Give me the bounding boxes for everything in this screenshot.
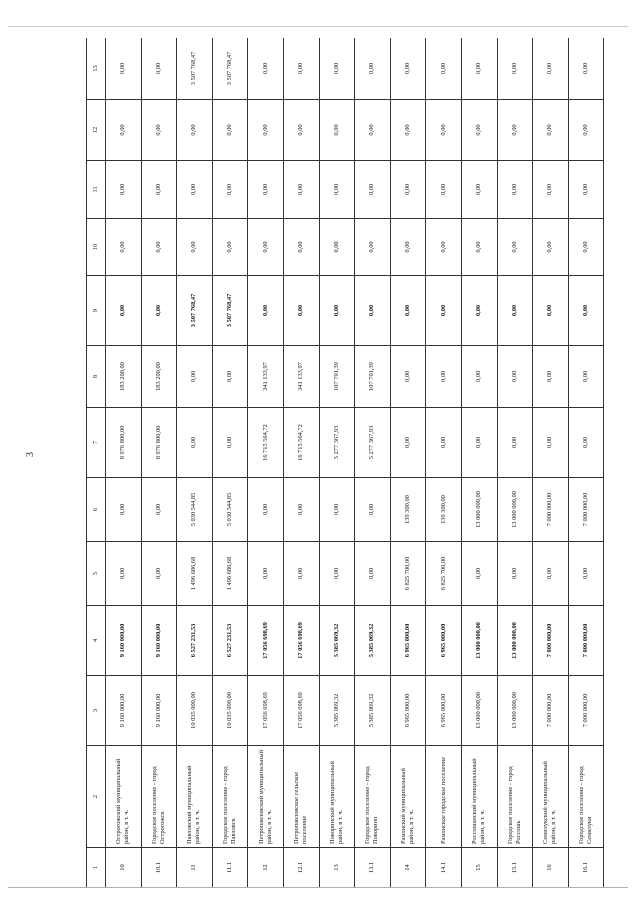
value-cell: 0,00	[426, 161, 462, 219]
value-cell: 0,00	[390, 276, 426, 346]
table-body	[87, 38, 604, 888]
value-cell: 0,00	[426, 38, 462, 100]
column-number-cell: 6	[87, 478, 106, 542]
value-cell: 0,00	[497, 161, 533, 219]
row-code-cell: 10	[106, 848, 142, 888]
value-cell: 0,00	[426, 346, 462, 408]
page-number: 3	[25, 452, 36, 457]
value-cell: 0,00	[533, 408, 569, 478]
value-cell: 0,00	[461, 542, 497, 606]
row-name-cell: Россошанский муниципальный район, в т. ч.	[461, 746, 497, 848]
data-table	[86, 38, 604, 888]
row-code-cell: 15.1	[497, 848, 533, 888]
value-cell: 16 715 564,72	[248, 408, 284, 478]
row-name-cell: Петропавловское сельское поселение	[283, 746, 319, 848]
value-cell: 0,00	[568, 542, 604, 606]
value-cell: 0,00	[533, 161, 569, 219]
value-cell: 5 385 069,32	[355, 676, 391, 746]
value-cell: 0,00	[497, 276, 533, 346]
column-number-cell: 4	[87, 606, 106, 676]
scan-edge-top	[8, 26, 628, 27]
column-number-row	[87, 38, 106, 888]
value-cell: 0,00	[141, 161, 177, 219]
value-cell: 0,00	[319, 542, 355, 606]
value-cell: 0,00	[461, 100, 497, 161]
table-row	[283, 38, 319, 888]
value-cell: 3 507 768,47	[177, 38, 213, 100]
value-cell: 0,00	[355, 478, 391, 542]
value-cell: 139 300,00	[426, 478, 462, 542]
row-name-cell: Острогожский муниципальный район, в т. ч.	[106, 746, 142, 848]
value-cell: 7 000 000,00	[568, 478, 604, 542]
value-cell: 6 825 700,00	[426, 542, 462, 606]
value-cell: 17 056 698,69	[248, 606, 284, 676]
value-cell: 0,00	[106, 478, 142, 542]
value-cell: 0,00	[248, 478, 284, 542]
table-row	[141, 38, 177, 888]
value-cell: 0,00	[177, 346, 213, 408]
value-cell: 0,00	[141, 542, 177, 606]
row-name-cell: Городское поселение - город Поворино	[355, 746, 391, 848]
value-cell: 7 000 000,00	[568, 676, 604, 746]
value-cell: 10 035 000,00	[177, 676, 213, 746]
value-cell: 0,00	[141, 38, 177, 100]
table-row	[248, 38, 284, 888]
value-cell: 0,00	[390, 100, 426, 161]
column-number-cell: 8	[87, 346, 106, 408]
value-cell: 5 277 367,93	[355, 408, 391, 478]
value-cell: 0,00	[461, 408, 497, 478]
row-name-cell: Рамонское городское поселение	[426, 746, 462, 848]
value-cell: 7 000 000,00	[533, 676, 569, 746]
value-cell: 5 030 544,85	[177, 478, 213, 542]
value-cell: 0,00	[283, 276, 319, 346]
table-row	[461, 38, 497, 888]
row-code-cell: 16	[533, 848, 569, 888]
value-cell: 0,00	[248, 161, 284, 219]
value-cell: 8 976 800,00	[141, 408, 177, 478]
value-cell: 13 000 000,00	[497, 478, 533, 542]
value-cell: 0,00	[426, 100, 462, 161]
value-cell: 139 300,00	[390, 478, 426, 542]
value-cell: 0,00	[533, 346, 569, 408]
value-cell: 0,00	[141, 100, 177, 161]
value-cell: 0,00	[355, 219, 391, 276]
value-cell: 0,00	[533, 38, 569, 100]
value-cell: 0,00	[319, 219, 355, 276]
value-cell: 6 965 000,00	[426, 676, 462, 746]
table-row	[319, 38, 355, 888]
value-cell: 341 133,97	[248, 346, 284, 408]
value-cell: 17 056 698,69	[283, 676, 319, 746]
row-name-cell: Рамонский муниципальный район, в т. ч.	[390, 746, 426, 848]
row-code-cell: 13	[319, 848, 355, 888]
value-cell: 0,00	[355, 542, 391, 606]
column-number-cell: 12	[87, 100, 106, 161]
value-cell: 6 965 000,00	[426, 606, 462, 676]
value-cell: 0,00	[568, 346, 604, 408]
row-name-cell: Городское поселение - город Павловск	[212, 746, 248, 848]
table-row	[212, 38, 248, 888]
value-cell: 0,00	[355, 38, 391, 100]
column-number-cell: 10	[87, 219, 106, 276]
value-cell: 0,00	[390, 408, 426, 478]
row-name-cell: Семилукский муниципальный район, в т. ч.	[533, 746, 569, 848]
value-cell: 0,00	[319, 276, 355, 346]
value-cell: 3 507 768,47	[212, 276, 248, 346]
value-cell: 0,00	[283, 100, 319, 161]
value-cell: 0,00	[461, 346, 497, 408]
value-cell: 0,00	[461, 219, 497, 276]
value-cell: 0,00	[497, 219, 533, 276]
value-cell: 0,00	[212, 219, 248, 276]
row-name-cell: Городское поселение - город Россошь	[497, 746, 533, 848]
value-cell: 6 527 231,53	[177, 606, 213, 676]
value-cell: 17 056 698,69	[283, 606, 319, 676]
value-cell: 0,00	[355, 161, 391, 219]
value-cell: 0,00	[212, 100, 248, 161]
value-cell: 0,00	[568, 38, 604, 100]
column-number-cell: 2	[87, 746, 106, 848]
value-cell: 0,00	[141, 478, 177, 542]
value-cell: 0,00	[283, 219, 319, 276]
value-cell: 0,00	[568, 219, 604, 276]
value-cell: 6 825 700,00	[390, 542, 426, 606]
value-cell: 13 000 000,00	[497, 676, 533, 746]
value-cell: 0,00	[497, 38, 533, 100]
value-cell: 0,00	[106, 38, 142, 100]
column-number-cell: 9	[87, 276, 106, 346]
table-row	[533, 38, 569, 888]
value-cell: 0,00	[283, 542, 319, 606]
table-row	[390, 38, 426, 888]
value-cell: 0,00	[568, 100, 604, 161]
value-cell: 5 385 069,32	[355, 606, 391, 676]
table-container	[86, 38, 604, 888]
value-cell: 5 277 367,93	[319, 408, 355, 478]
value-cell: 0,00	[106, 161, 142, 219]
value-cell: 0,00	[390, 38, 426, 100]
table-row	[106, 38, 142, 888]
value-cell: 0,00	[390, 346, 426, 408]
value-cell: 0,00	[283, 478, 319, 542]
value-cell: 183 200,00	[106, 346, 142, 408]
value-cell: 0,00	[426, 408, 462, 478]
value-cell: 0,00	[461, 38, 497, 100]
row-code-cell: 10.1	[141, 848, 177, 888]
value-cell: 0,00	[283, 161, 319, 219]
column-number-cell: 11	[87, 161, 106, 219]
column-number-cell: 13	[87, 38, 106, 100]
value-cell: 3 507 768,47	[177, 276, 213, 346]
scan-edge-bottom	[8, 887, 628, 888]
value-cell: 0,00	[106, 219, 142, 276]
value-cell: 0,00	[533, 542, 569, 606]
value-cell: 7 000 000,00	[533, 606, 569, 676]
row-code-cell: 14	[390, 848, 426, 888]
value-cell: 0,00	[461, 276, 497, 346]
value-cell: 0,00	[533, 219, 569, 276]
value-cell: 0,00	[319, 161, 355, 219]
value-cell: 0,00	[283, 38, 319, 100]
value-cell: 0,00	[248, 276, 284, 346]
value-cell: 107 701,39	[355, 346, 391, 408]
value-cell: 0,00	[497, 346, 533, 408]
value-cell: 0,00	[568, 276, 604, 346]
row-code-cell: 11	[177, 848, 213, 888]
value-cell: 0,00	[319, 38, 355, 100]
row-code-cell: 14.1	[426, 848, 462, 888]
value-cell: 7 000 000,00	[568, 606, 604, 676]
value-cell: 0,00	[355, 276, 391, 346]
value-cell: 0,00	[426, 276, 462, 346]
row-code-cell: 12	[248, 848, 284, 888]
row-code-cell: 15	[461, 848, 497, 888]
value-cell: 5 030 544,85	[212, 478, 248, 542]
value-cell: 9 160 000,00	[141, 606, 177, 676]
value-cell: 0,00	[568, 408, 604, 478]
value-cell: 6 527 231,53	[212, 606, 248, 676]
table-row	[497, 38, 533, 888]
value-cell: 0,00	[248, 100, 284, 161]
row-code-cell: 12.1	[283, 848, 319, 888]
column-number-cell: 5	[87, 542, 106, 606]
column-number-cell: 1	[87, 848, 106, 888]
value-cell: 0,00	[177, 100, 213, 161]
value-cell: 0,00	[426, 219, 462, 276]
value-cell: 0,00	[461, 161, 497, 219]
value-cell: 6 965 000,00	[390, 676, 426, 746]
value-cell: 0,00	[212, 161, 248, 219]
row-name-cell: Городское поселение - город Семилуки	[568, 746, 604, 848]
column-number-cell: 7	[87, 408, 106, 478]
value-cell: 9 160 000,00	[141, 676, 177, 746]
value-cell: 0,00	[212, 346, 248, 408]
value-cell: 1 496 686,68	[212, 542, 248, 606]
value-cell: 9 160 000,00	[106, 676, 142, 746]
row-code-cell: 13.1	[355, 848, 391, 888]
value-cell: 16 715 564,72	[283, 408, 319, 478]
value-cell: 183 200,00	[141, 346, 177, 408]
value-cell: 7 000 000,00	[533, 478, 569, 542]
value-cell: 13 000 000,00	[497, 606, 533, 676]
value-cell: 0,00	[212, 408, 248, 478]
table-row	[355, 38, 391, 888]
value-cell: 0,00	[106, 542, 142, 606]
value-cell: 0,00	[248, 542, 284, 606]
row-code-cell: 16.1	[568, 848, 604, 888]
row-code-cell: 11.1	[212, 848, 248, 888]
value-cell: 13 000 000,00	[461, 606, 497, 676]
value-cell: 0,00	[248, 38, 284, 100]
value-cell: 5 385 069,32	[319, 606, 355, 676]
value-cell: 5 385 069,32	[319, 676, 355, 746]
value-cell: 0,00	[497, 100, 533, 161]
value-cell: 6 965 000,00	[390, 606, 426, 676]
value-cell: 13 000 000,00	[461, 478, 497, 542]
value-cell: 0,00	[177, 219, 213, 276]
value-cell: 0,00	[177, 408, 213, 478]
value-cell: 1 496 686,68	[177, 542, 213, 606]
value-cell: 0,00	[533, 100, 569, 161]
row-name-cell: Поворинский муниципальный район, в т. ч.	[319, 746, 355, 848]
value-cell: 8 976 800,00	[106, 408, 142, 478]
value-cell: 0,00	[568, 161, 604, 219]
value-cell: 0,00	[355, 100, 391, 161]
value-cell: 0,00	[533, 276, 569, 346]
value-cell: 0,00	[106, 276, 142, 346]
value-cell: 13 000 000,00	[461, 676, 497, 746]
value-cell: 0,00	[319, 100, 355, 161]
value-cell: 0,00	[248, 219, 284, 276]
value-cell: 0,00	[141, 219, 177, 276]
value-cell: 0,00	[390, 219, 426, 276]
row-name-cell: Павловский муниципальный район, в т. ч.	[177, 746, 213, 848]
value-cell: 0,00	[497, 408, 533, 478]
value-cell: 0,00	[390, 161, 426, 219]
value-cell: 341 133,97	[283, 346, 319, 408]
value-cell: 107 701,39	[319, 346, 355, 408]
value-cell: 10 035 000,00	[212, 676, 248, 746]
column-number-cell: 3	[87, 676, 106, 746]
value-cell: 17 056 698,69	[248, 676, 284, 746]
table-row	[568, 38, 604, 888]
row-name-cell: Петропавловский муниципальный район, в т. ч.	[248, 746, 284, 848]
value-cell: 0,00	[177, 161, 213, 219]
value-cell: 0,00	[141, 276, 177, 346]
row-name-cell: Городское поселение - город Острогожск	[141, 746, 177, 848]
value-cell: 9 160 000,00	[106, 606, 142, 676]
value-cell: 0,00	[106, 100, 142, 161]
value-cell: 0,00	[497, 542, 533, 606]
value-cell: 0,00	[319, 478, 355, 542]
value-cell: 3 507 768,47	[212, 38, 248, 100]
table-row	[426, 38, 462, 888]
table-row	[177, 38, 213, 888]
